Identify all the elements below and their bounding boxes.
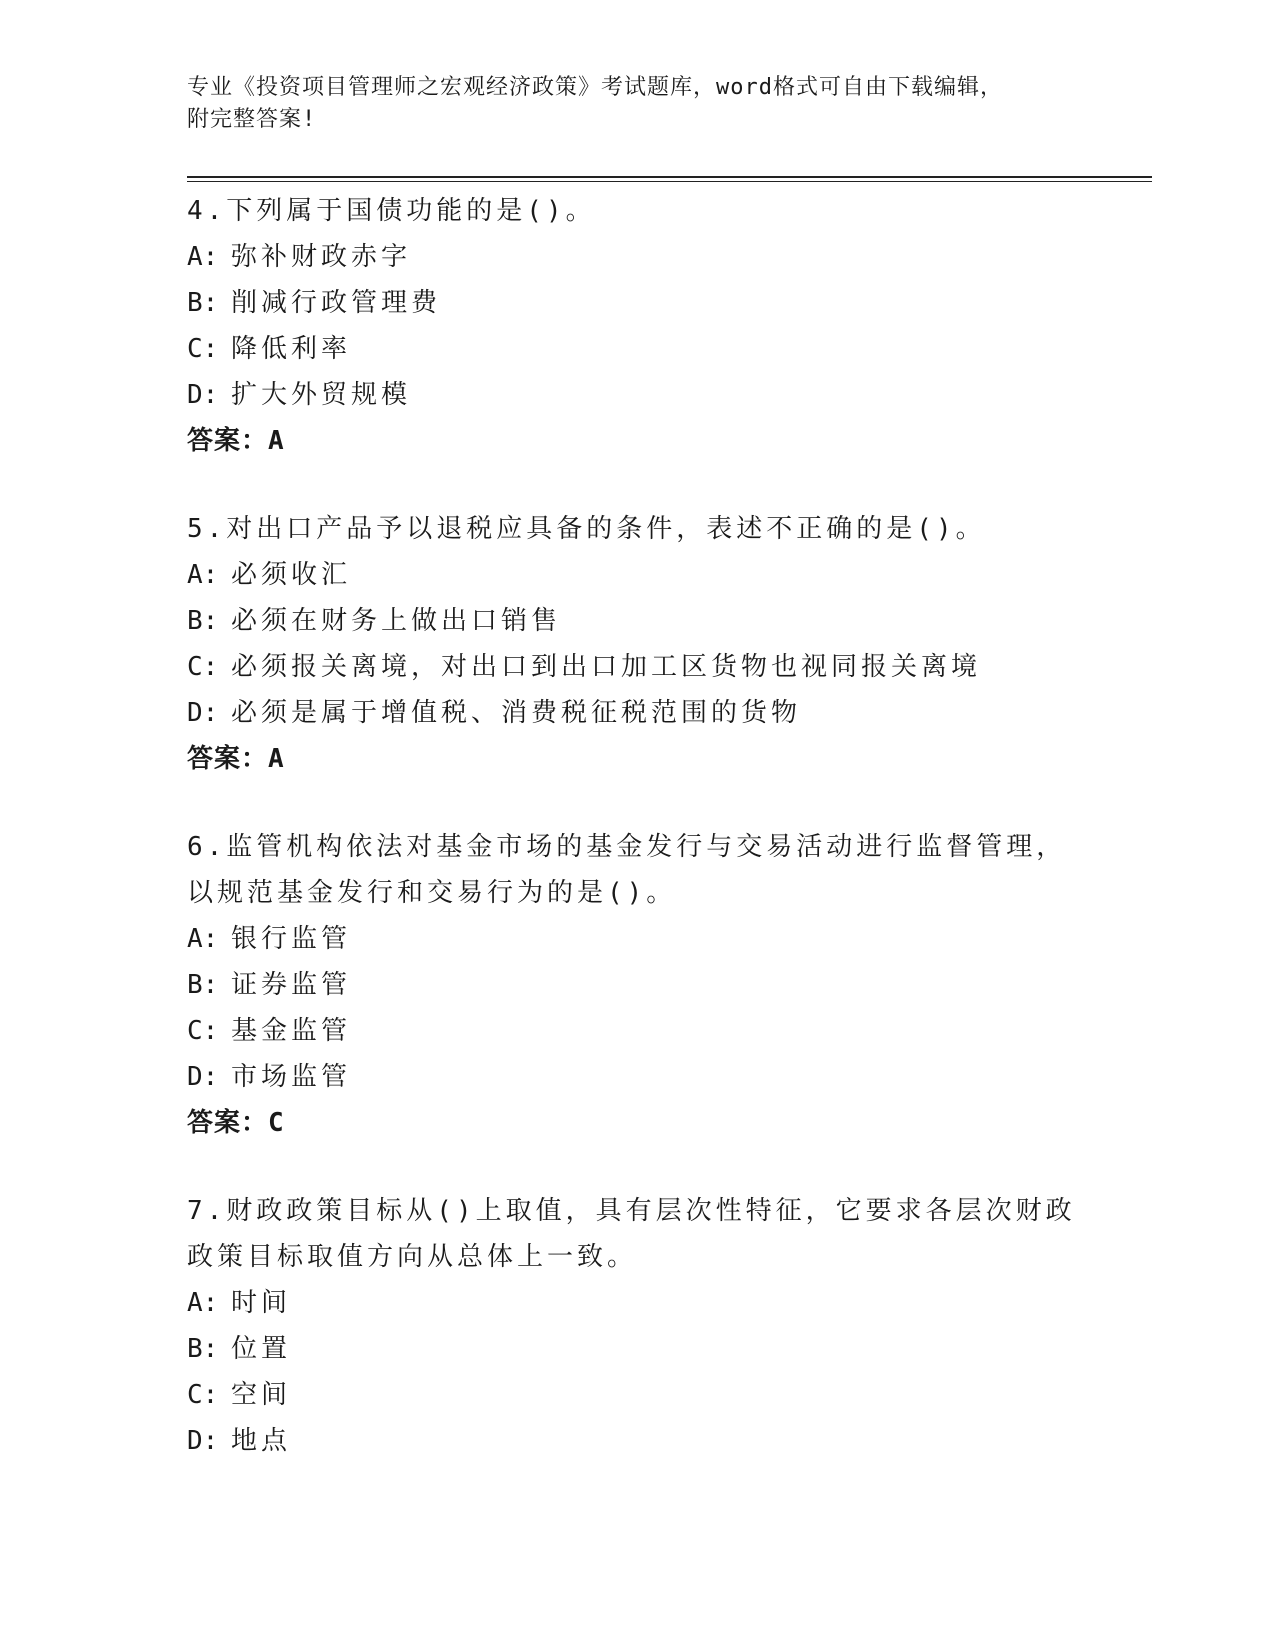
option-letter: A:	[187, 1288, 219, 1318]
option-text: 位置	[231, 1334, 292, 1364]
option-b	[187, 1326, 1087, 1372]
answer: 答案：A	[187, 744, 285, 774]
option-text: 必须在财务上做出口销售	[231, 606, 562, 636]
question-text: 7.财政政策目标从()上取值，具有层次性特征，它要求各层次财政政策目标取值方向从总体上一致。	[187, 1196, 1076, 1272]
option-letter: C:	[187, 1380, 219, 1410]
intro-line-2: 附完整答案!	[187, 107, 317, 132]
option-letter: A:	[187, 924, 219, 954]
option-text: 必须报关离境，对出口到出口加工区货物也视同报关离境	[231, 652, 982, 682]
option-b	[187, 962, 1087, 1008]
option-letter: D:	[187, 1426, 219, 1456]
question-text: 6.监管机构依法对基金市场的基金发行与交易活动进行监督管理，以规范基金发行和交易行为的是()。	[187, 832, 1067, 908]
option-text: 证券监管	[231, 970, 352, 1000]
option-text: 降低利率	[231, 334, 352, 364]
option-text: 基金监管	[231, 1016, 352, 1046]
option-text: 空间	[231, 1380, 292, 1410]
option-c	[187, 644, 1087, 690]
option-text: 必须收汇	[231, 560, 352, 590]
option-text: 时间	[231, 1288, 292, 1318]
option-text: 扩大外贸规模	[231, 380, 412, 410]
option-letter: C:	[187, 1016, 219, 1046]
option-c	[187, 326, 1087, 372]
option-text: 地点	[231, 1426, 292, 1456]
option-text: 弥补财政赤字	[231, 242, 412, 272]
option-text: 银行监管	[231, 924, 352, 954]
answer: 答案：C	[187, 1108, 285, 1138]
question-6	[187, 824, 1087, 1146]
question-7	[187, 1188, 1087, 1464]
header-divider	[187, 176, 1152, 182]
option-text: 削减行政管理费	[231, 288, 442, 318]
option-b	[187, 598, 1087, 644]
option-d	[187, 1418, 1087, 1464]
option-a	[187, 552, 1087, 598]
option-letter: C:	[187, 334, 219, 364]
option-text: 市场监管	[231, 1062, 352, 1092]
question-text: 5.对出口产品予以退税应具备的条件，表述不正确的是()。	[187, 514, 986, 544]
option-letter: C:	[187, 652, 219, 682]
document-header	[187, 72, 1067, 136]
option-letter: B:	[187, 970, 219, 1000]
option-letter: B:	[187, 288, 219, 318]
question-text: 4.下列属于国债功能的是()。	[187, 196, 596, 226]
option-a	[187, 234, 1087, 280]
option-a	[187, 1280, 1087, 1326]
option-c	[187, 1372, 1087, 1418]
option-letter: B:	[187, 1334, 219, 1364]
question-4	[187, 188, 1087, 464]
option-letter: D:	[187, 1062, 219, 1092]
option-letter: A:	[187, 242, 219, 272]
option-letter: D:	[187, 380, 219, 410]
option-c	[187, 1008, 1087, 1054]
option-text: 必须是属于增值税、消费税征税范围的货物	[231, 698, 802, 728]
option-d	[187, 690, 1087, 736]
answer: 答案：A	[187, 426, 285, 456]
option-letter: D:	[187, 698, 219, 728]
intro-line-1: 专业《投资项目管理师之宏观经济政策》考试题库，word格式可自由下载编辑，	[187, 75, 1003, 100]
option-letter: A:	[187, 560, 219, 590]
option-a	[187, 916, 1087, 962]
question-list	[187, 188, 1087, 1506]
question-5	[187, 506, 1087, 782]
option-d	[187, 1054, 1087, 1100]
option-b	[187, 280, 1087, 326]
option-d	[187, 372, 1087, 418]
option-letter: B:	[187, 606, 219, 636]
